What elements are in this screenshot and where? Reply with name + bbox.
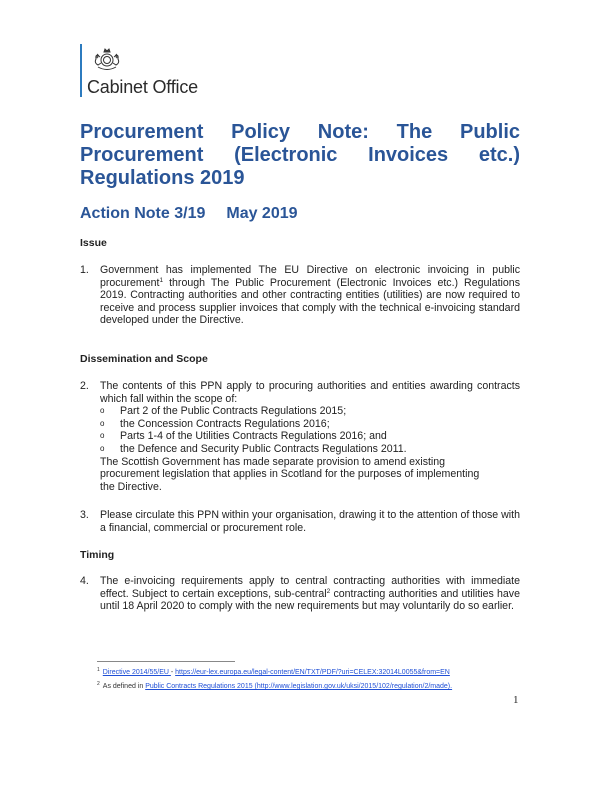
paragraph-body xyxy=(100,264,520,327)
section-heading-issue: Issue xyxy=(80,237,107,249)
list-item xyxy=(100,443,520,456)
paragraph-text: through The Public Procurement (Electronic Invoices etc.) Regulations 2019. Contracting authorities and other contracting entities (utilities) are now required to receive and process supplier invoices that comply with the technical e-invoicing standard developed under the Directive. xyxy=(100,276,520,327)
bullet-circle-icon: o xyxy=(100,431,105,441)
eur-lex-link[interactable]: https://eur-lex.europa.eu/legal-content/EN/TXT/PDF/?uri=CELEX:32014L0055&from=EN xyxy=(175,669,450,676)
logo-accent-bar xyxy=(80,44,82,97)
section-heading-dissemination: Dissemination and Scope xyxy=(80,353,208,365)
title-line-2: Procurement (Electronic Invoices etc.) xyxy=(80,144,520,166)
paragraph-text: The e-invoicing requirements apply to central contracting authorities with immediate effect. Subject to certain exceptions, sub-central xyxy=(100,575,520,600)
action-note-header xyxy=(80,205,298,223)
footnote-divider xyxy=(97,661,235,662)
list-item-text: the Concession Contracts Regulations 2016; xyxy=(120,417,330,430)
list-item xyxy=(100,430,520,443)
paragraph-2 xyxy=(80,380,520,493)
scope-bullet-list xyxy=(100,405,520,455)
bullet-circle-icon: o xyxy=(100,443,105,453)
paragraph-body xyxy=(100,380,520,493)
list-item-text: Parts 1-4 of the Utilities Contracts Regulations 2016; and xyxy=(120,430,387,443)
paragraph-body: Please circulate this PPN within your organisation, drawing it to the attention of those with a financial, commercial or procurement role. xyxy=(100,509,520,534)
page-number: 1 xyxy=(513,694,519,706)
action-note-number: Action Note 3/19 xyxy=(80,205,206,222)
paragraph-number: 2. xyxy=(80,380,89,392)
paragraph-3 xyxy=(80,509,520,534)
title-line-1: Procurement Policy Note: The Public xyxy=(80,121,520,143)
paragraph-outro: The Scottish Government has made separate provision to amend existing procurement legislation that applies in Scotland for the purposes of implementing the Directive. xyxy=(100,455,480,493)
paragraph-body xyxy=(100,575,520,613)
public-contracts-regulations-link[interactable]: Public Contracts Regulations 2015 (http://www.legislation.gov.uk/uksi/2015/102/regulation/2/made). xyxy=(145,683,453,690)
paragraph-number: 4. xyxy=(80,575,89,587)
section-heading-timing: Timing xyxy=(80,549,115,561)
action-note-date: May 2019 xyxy=(226,205,298,222)
bullet-circle-icon: o xyxy=(100,406,105,416)
footnote-separator: - xyxy=(170,669,176,676)
royal-crest-icon xyxy=(89,45,125,75)
paragraph-number: 1. xyxy=(80,264,89,276)
page-title xyxy=(80,121,520,190)
paragraph-intro: The contents of this PPN apply to procuring authorities and entities awarding contracts which fall within the scope of: xyxy=(100,380,520,405)
paragraph-text: contracting authorities and utilities have until 18 April 2020 to comply with the new requirements but may voluntarily do so earlier. xyxy=(100,587,520,613)
footnote-ref[interactable]: 1 xyxy=(159,276,164,284)
paragraph-number: 3. xyxy=(80,509,89,521)
list-item xyxy=(100,405,520,418)
footnote-ref[interactable]: 2 xyxy=(326,587,331,595)
cabinet-office-logo xyxy=(80,44,240,100)
footnote-prefix: As defined in xyxy=(102,683,146,690)
footnote-2 xyxy=(97,681,452,690)
logo-org-name: Cabinet Office xyxy=(87,77,198,97)
footnote-number: 2 xyxy=(97,681,100,687)
list-item-text: the Defence and Security Public Contracts Regulations 2011. xyxy=(120,442,407,455)
paragraph-text: Government has implemented The EU Directive on electronic invoicing in public procurement xyxy=(100,264,520,289)
footnote-number: 1 xyxy=(97,667,100,673)
paragraph-4 xyxy=(80,575,520,613)
title-line-3: Regulations 2019 xyxy=(80,167,245,189)
list-item-text: Part 2 of the Public Contracts Regulations 2015; xyxy=(120,405,347,418)
list-item xyxy=(100,418,520,431)
paragraph-1 xyxy=(80,264,520,327)
bullet-circle-icon: o xyxy=(100,418,105,428)
directive-link[interactable]: Directive 2014/55/EU xyxy=(102,669,171,676)
footnote-1 xyxy=(97,667,450,676)
